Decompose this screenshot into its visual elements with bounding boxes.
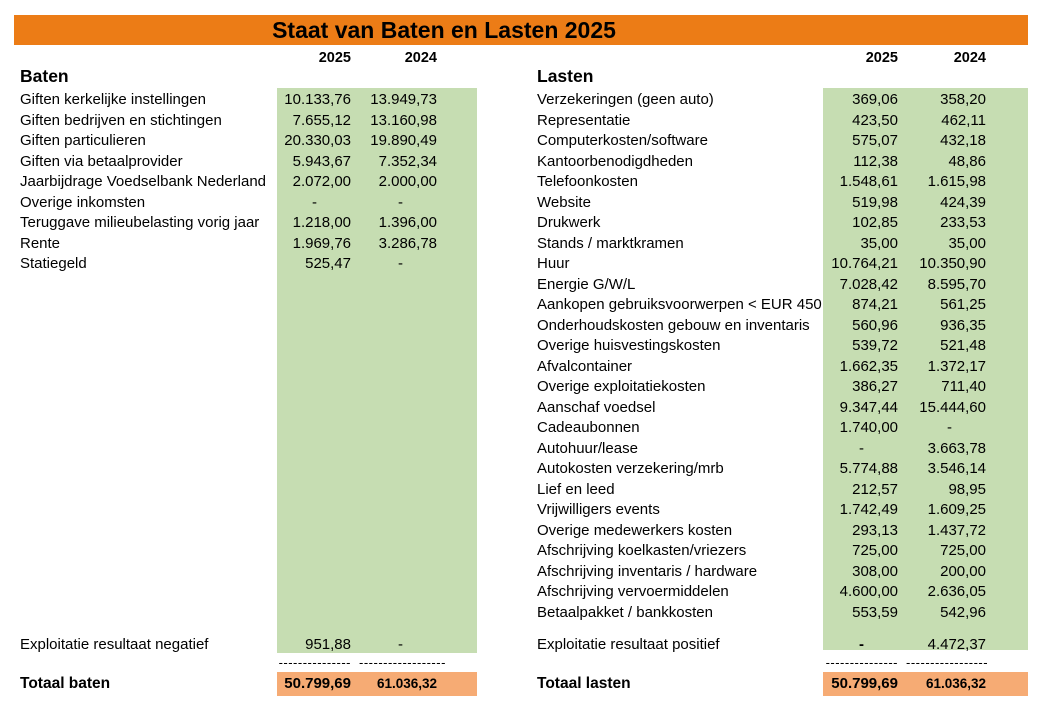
row-value-2025: 369,06 [852,91,898,108]
total-label: Totaal baten [20,675,111,692]
table-row [530,275,1028,296]
row-value-2024: 13.949,73 [370,91,437,108]
row-value-2025: - [312,193,317,211]
row-value-2025: 1.742,49 [839,501,898,518]
row-value-2025: 5.943,67 [292,152,351,170]
row-value-2025: 35,00 [860,234,898,252]
row-value-2025: 575,07 [852,132,898,149]
row-value-2024: 10.350,90 [919,255,986,272]
row-value-2024: 233,53 [940,214,986,231]
baten-year-2024-header: 2024 [404,50,437,66]
row-value-2024: - [398,193,403,211]
row-value-2024: 98,95 [948,480,986,498]
table-row [530,254,1028,275]
table-row [14,152,477,173]
lasten-rows [530,90,1028,623]
row-value-2024: 3.546,14 [927,460,986,477]
table-row [530,562,1028,583]
row-label: Giften kerkelijke instellingen [20,91,206,108]
row-value-2025: 4.600,00 [839,583,898,600]
spacer [530,50,823,67]
row-label: Autokosten verzekering/mrb [537,460,724,477]
row-label: Teruggave milieubelasting vorig jaar [20,214,260,231]
row-value-2024: 19.890,49 [370,132,437,149]
row-value-2025: 102,85 [852,214,898,231]
spacer [14,655,277,670]
result-label: Exploitatie resultaat negatief [20,636,209,653]
row-value-2024: 48,86 [948,152,986,170]
baten-year-2025-header: 2025 [318,50,351,66]
total-value-2025: 50.799,69 [831,675,898,692]
row-value-2024: 2.636,05 [927,583,986,600]
row-label: Computerkosten/software [537,132,708,149]
table-row [14,213,477,234]
page-title: Staat van Baten en Lasten 2025 [272,17,616,43]
table-row [14,172,477,193]
row-value-2024: 1.615,98 [927,173,986,190]
row-label: Energie G/W/L [537,275,636,293]
row-value-2025: 1.218,00 [292,214,351,231]
row-value-2024: 3.663,78 [927,439,986,457]
row-value-2024: 936,35 [940,316,986,334]
row-value-2025: 525,47 [305,255,351,272]
row-value-2024: 8.595,70 [927,275,986,293]
total-value-2024: 61.036,32 [925,676,986,691]
table-row [14,254,477,275]
table-row [530,582,1028,603]
row-value-2025: 10.764,21 [831,255,898,272]
title-bar [14,15,1028,45]
table-row [530,439,1028,460]
table-row [530,152,1028,173]
row-value-2025: 725,00 [852,542,898,559]
table-row [530,398,1028,419]
table-row [530,541,1028,562]
table-row [530,480,1028,501]
table-row [530,111,1028,132]
row-value-2024: 711,40 [941,378,986,395]
row-label: Rente [20,234,61,252]
row-value-2024: 200,00 [940,562,986,580]
row-value-2024: 561,25 [940,296,986,313]
separator-dashes-2025: --------------- [825,655,898,670]
row-value-2025: - [859,439,864,457]
row-label: Afschrijving vervoermiddelen [537,583,729,600]
total-value-2024: 61.036,32 [376,676,437,691]
result-value-2025: - [859,636,864,653]
table-row [14,131,477,152]
table-row [14,111,477,132]
lasten-year-2024-header: 2024 [953,50,986,66]
table-row [530,234,1028,255]
row-label: Representatie [537,111,631,129]
table-row [530,193,1028,214]
table-row [530,377,1028,398]
row-label: Overige exploitatiekosten [537,378,706,395]
row-value-2024: 432,18 [940,132,986,149]
row-label: Website [537,193,591,211]
row-value-2025: 2.072,00 [292,173,351,190]
table-row [530,131,1028,152]
separator-dashes-2025: --------------- [278,655,351,670]
row-label: Lief en leed [537,480,615,498]
row-value-2025: 553,59 [852,603,898,621]
table-row [530,316,1028,337]
row-value-2025: 519,98 [852,193,898,211]
row-value-2025: 308,00 [852,562,898,580]
row-label: Overige huisvestingskosten [537,337,721,354]
row-value-2024: 1.396,00 [378,214,437,231]
lasten-year-2025-header: 2025 [865,50,898,66]
baten-result-row [14,635,477,656]
table-row [14,90,477,111]
table-row [530,357,1028,378]
row-value-2024: 521,48 [940,337,986,354]
row-value-2025: 212,57 [852,480,898,498]
row-value-2024: 1.372,17 [927,357,986,375]
row-label: Afvalcontainer [537,357,633,375]
spacer [530,655,823,670]
row-value-2025: 20.330,03 [284,132,351,149]
row-label: Aankopen gebruiksvoorwerpen < EUR 450 [537,296,822,313]
row-value-2025: 560,96 [852,316,898,334]
table-row [530,521,1028,542]
lasten-total-row [530,672,1028,696]
row-label: Aanschaf voedsel [537,398,656,416]
row-value-2024: 35,00 [948,234,986,252]
row-label: Statiegeld [20,255,87,272]
row-label: Afschrijving koelkasten/vriezers [537,542,747,559]
lasten-section [530,50,1028,710]
spacer [14,50,277,67]
row-label: Drukwerk [537,214,601,231]
table-row [14,193,477,214]
row-label: Jaarbijdrage Voedselbank Nederland [20,173,267,190]
row-value-2025: 7.028,42 [839,275,898,293]
row-label: Kantoorbenodigdheden [537,152,693,170]
lasten-result-row [530,635,1028,656]
row-label: Stands / marktkramen [537,234,684,252]
result-value-2024: 4.472,37 [927,636,986,653]
row-label: Overige medewerkers kosten [537,521,733,539]
result-value-2024: - [398,636,403,653]
separator-dashes-2024: ----------------- [906,655,989,670]
lasten-header: Lasten [537,66,594,86]
row-label: Vrijwilligers events [537,501,660,518]
table-row [530,90,1028,111]
row-label: Giften particulieren [20,132,146,149]
row-label: Verzekeringen (geen auto) [537,91,714,108]
row-value-2025: 1.969,76 [292,234,351,252]
row-value-2025: 9.347,44 [839,398,898,416]
row-value-2024: 358,20 [940,91,986,108]
row-value-2024: 424,39 [940,193,986,211]
row-value-2025: 10.133,76 [284,91,351,108]
row-value-2025: 5.774,88 [839,460,898,477]
row-value-2025: 7.655,12 [292,111,351,129]
row-value-2024: 15.444,60 [919,398,986,416]
row-value-2024: - [398,255,403,272]
row-label: Afschrijving inventaris / hardware [537,562,758,580]
result-label: Exploitatie resultaat positief [537,636,720,653]
baten-year-header-row [14,50,477,67]
row-value-2024: 3.286,78 [378,234,437,252]
row-value-2025: 1.740,00 [839,419,898,436]
baten-total-row [14,672,477,696]
row-label: Cadeaubonnen [537,419,640,436]
row-value-2024: 1.609,25 [927,501,986,518]
row-label: Overige inkomsten [20,193,146,211]
table-row [530,172,1028,193]
row-value-2025: 386,27 [852,378,898,395]
row-value-2024: 13.160,98 [370,111,437,129]
baten-section [14,50,477,710]
row-label: Giften via betaalprovider [20,152,183,170]
row-value-2024: 1.437,72 [927,521,986,539]
baten-separator-row [14,655,477,670]
row-value-2025: 423,50 [852,111,898,129]
table-row [530,418,1028,439]
result-value-2025: 951,88 [305,636,351,653]
row-value-2024: 725,00 [940,542,986,559]
row-label: Telefoonkosten [537,173,638,190]
table-row [530,459,1028,480]
baten-rows [14,90,477,275]
table-row [530,295,1028,316]
row-label: Onderhoudskosten gebouw en inventaris [537,316,810,334]
lasten-separator-row [530,655,1028,670]
total-value-2025: 50.799,69 [284,675,351,692]
table-row [530,603,1028,624]
table-row [14,234,477,255]
row-value-2025: 1.548,61 [839,173,898,190]
table-row [530,336,1028,357]
row-value-2025: 1.662,35 [839,357,898,375]
row-value-2024: 7.352,34 [378,152,437,170]
row-value-2025: 539,72 [852,337,898,354]
row-value-2025: 112,38 [853,152,898,170]
baten-header: Baten [20,66,69,86]
row-label: Huur [537,255,570,272]
row-label: Betaalpakket / bankkosten [537,603,713,621]
separator-dashes-2024: ------------------ [359,655,446,670]
row-value-2024: 2.000,00 [378,173,437,190]
table-row [530,213,1028,234]
total-label: Totaal lasten [537,675,631,692]
lasten-year-header-row [530,50,1028,67]
row-value-2025: 293,13 [852,521,898,539]
row-label: Autohuur/lease [537,439,638,457]
table-row [530,500,1028,521]
row-value-2024: - [947,419,952,436]
row-value-2025: 874,21 [852,296,898,313]
row-label: Giften bedrijven en stichtingen [20,111,222,129]
row-value-2024: 462,11 [941,111,986,129]
row-value-2024: 542,96 [940,603,986,621]
